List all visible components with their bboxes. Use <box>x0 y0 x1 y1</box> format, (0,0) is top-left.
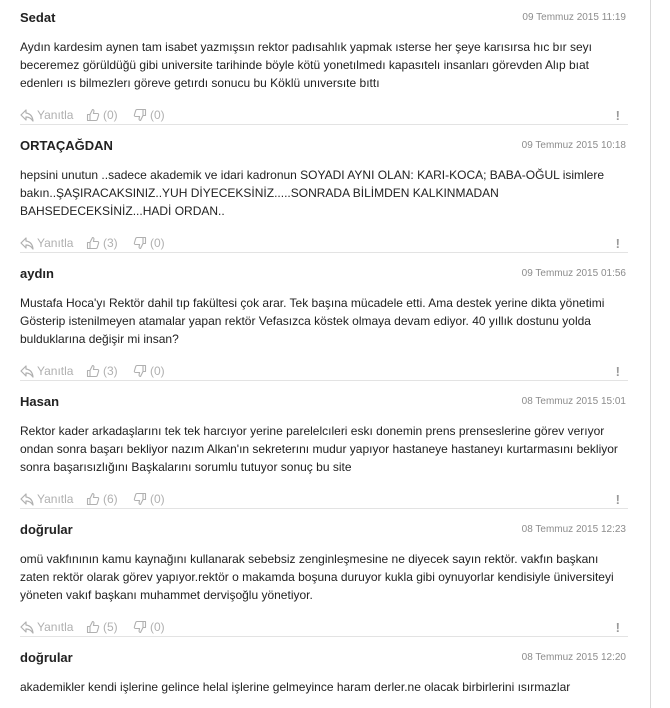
comment-header <box>20 394 628 412</box>
exclamation-icon: ! <box>615 108 620 123</box>
report-button[interactable] <box>616 108 620 123</box>
comment-author[interactable]: doğrular <box>20 522 73 537</box>
thumbs-up-icon <box>86 492 100 506</box>
comment-header <box>20 650 628 668</box>
dislike-count: (0) <box>150 108 165 122</box>
report-button[interactable] <box>616 620 620 635</box>
exclamation-icon: ! <box>615 364 620 379</box>
reply-label: Yanıtla <box>37 108 74 122</box>
reply-button[interactable] <box>20 492 73 506</box>
comment-header <box>20 138 628 156</box>
comment-header <box>20 10 628 28</box>
comment-item <box>20 138 628 253</box>
comment-date: 09 Temmuz 2015 10:18 <box>521 140 626 151</box>
like-button[interactable] <box>86 364 118 378</box>
dislike-count: (0) <box>150 620 165 634</box>
like-count: (5) <box>103 620 118 634</box>
exclamation-icon: ! <box>615 492 620 507</box>
reply-button[interactable] <box>20 108 73 122</box>
comment-text: Mustafa Hoca'yı Rektör dahil tıp fakültesi çok arar. Tek başına mücadele etti. Ama destek yerine dikta yönetimi Gösterip istenilmeyen atamalar yapan rektör Vefasızca köstek olmaya devam ediyor. 40 yıllık dostunu yolda bulduklarına değişir mi insan? <box>20 296 605 346</box>
thumbs-down-icon <box>133 236 147 250</box>
comment-text: Rektor kader arkadaşlarını tek tek harcıyor yerine parelelcıleri eskı donemin prens prenseslerine görev verıyor ondan sonra başarı bekliyor nazım Alkan'ın sekreterını mudur yapıyor hastaneye hastaneyı kurtarmasını bekliyor sonra başarısızlığını Başkalarını sorumlu tutuyor sonuç bu site <box>20 424 618 474</box>
thumbs-down-icon <box>133 620 147 634</box>
comment-author[interactable]: aydın <box>20 266 54 281</box>
comment-text: akademikler kendi işlerine gelince helal işlerine gelmeyince haram derler.ne olacak birbirlerini ısırmazlar <box>20 680 571 694</box>
thumbs-up-icon <box>86 108 100 122</box>
comment-text: hepsini unutun ..sadece akademik ve idari kadronun SOYADI AYNI OLAN: KARI-KOCA; BABA-OĞUL isimlere bakın..ŞAŞIRACAKSINIZ..YUH DİYECEKSİNİZ.....SONRADA BİLİMDEN KALKINMADAN BAHSEDECEKSİNİZ...HADİ ORDAN.. <box>20 168 605 218</box>
comment-header <box>20 266 628 284</box>
thumbs-up-icon <box>86 364 100 378</box>
reply-label: Yanıtla <box>37 620 74 634</box>
thumbs-up-icon <box>86 620 100 634</box>
dislike-count: (0) <box>150 492 165 506</box>
comment-author[interactable]: Hasan <box>20 394 60 409</box>
reply-button[interactable] <box>20 620 73 634</box>
comment-text: Aydın kardesim aynen tam isabet yazmışsın rektor padısahlık yapmak ısterse her şeye karısırsa hıc bır seyı beceremez görüldüğü gibi universite tarihinde böyle kötü yonetılmedı kapasıtelı insanları görevden Alıp bıat edenlerı ıs bilmezlerı göreve getırdı sonucu bu Köklü unıversıte bıttı <box>20 40 593 90</box>
comment-header <box>20 522 628 540</box>
dislike-count: (0) <box>150 236 165 250</box>
exclamation-icon: ! <box>615 620 620 635</box>
comment-author[interactable]: doğrular <box>20 650 73 665</box>
like-button[interactable] <box>86 492 118 506</box>
dislike-button[interactable] <box>133 620 165 634</box>
thumbs-down-icon <box>133 364 147 378</box>
like-count: (3) <box>103 364 118 378</box>
thumbs-down-icon <box>133 492 147 506</box>
comment-date: 09 Temmuz 2015 11:19 <box>522 12 626 23</box>
like-count: (3) <box>103 236 118 250</box>
report-button[interactable] <box>616 236 620 251</box>
dislike-button[interactable] <box>133 108 165 122</box>
reply-label: Yanıtla <box>37 492 74 506</box>
thumbs-down-icon <box>133 108 147 122</box>
comment-text: omü vakfınının kamu kaynağını kullanarak sebebsiz zenginleşmesine ne diyecek sayın rektör. vakfın başkanı zaten rektör olarak görev yapıyor.rektör o makamda boşuna duruyor kukla gibi oynuyorlar kendisiyle üniversiteyi yöneten vakıf başkanı muhammet dervişoğlu yönetiyor. <box>20 552 614 602</box>
exclamation-icon: ! <box>615 236 620 251</box>
reply-arrow-icon <box>20 492 34 506</box>
like-count: (6) <box>103 492 118 506</box>
like-button[interactable] <box>86 108 118 122</box>
comment-item <box>20 650 628 708</box>
reply-label: Yanıtla <box>37 364 74 378</box>
comment-item <box>20 10 628 125</box>
comment-item <box>20 522 628 637</box>
comment-date: 08 Temmuz 2015 15:01 <box>521 396 626 407</box>
dislike-button[interactable] <box>133 492 165 506</box>
comment-date: 08 Temmuz 2015 12:23 <box>521 524 626 535</box>
like-button[interactable] <box>86 620 118 634</box>
comment-date: 09 Temmuz 2015 01:56 <box>521 268 626 279</box>
content-divider <box>650 0 651 708</box>
reply-arrow-icon <box>20 620 34 634</box>
reply-label: Yanıtla <box>37 236 74 250</box>
dislike-button[interactable] <box>133 236 165 250</box>
comment-author[interactable]: Sedat <box>20 10 56 25</box>
comment-date: 08 Temmuz 2015 12:20 <box>521 652 626 663</box>
comment-actions <box>20 364 628 380</box>
reply-button[interactable] <box>20 236 73 250</box>
comment-item <box>20 266 628 381</box>
comment-author[interactable]: ORTAÇAĞDAN <box>20 138 113 153</box>
comment-actions <box>20 492 628 508</box>
reply-button[interactable] <box>20 364 73 378</box>
report-button[interactable] <box>616 364 620 379</box>
thumbs-up-icon <box>86 236 100 250</box>
dislike-count: (0) <box>150 364 165 378</box>
comment-actions <box>20 236 628 252</box>
comment-actions <box>20 108 628 124</box>
like-button[interactable] <box>86 236 118 250</box>
like-count: (0) <box>103 108 118 122</box>
comment-actions <box>20 620 628 636</box>
comment-item <box>20 394 628 509</box>
dislike-button[interactable] <box>133 364 165 378</box>
reply-arrow-icon <box>20 364 34 378</box>
reply-arrow-icon <box>20 108 34 122</box>
reply-arrow-icon <box>20 236 34 250</box>
report-button[interactable] <box>616 492 620 507</box>
